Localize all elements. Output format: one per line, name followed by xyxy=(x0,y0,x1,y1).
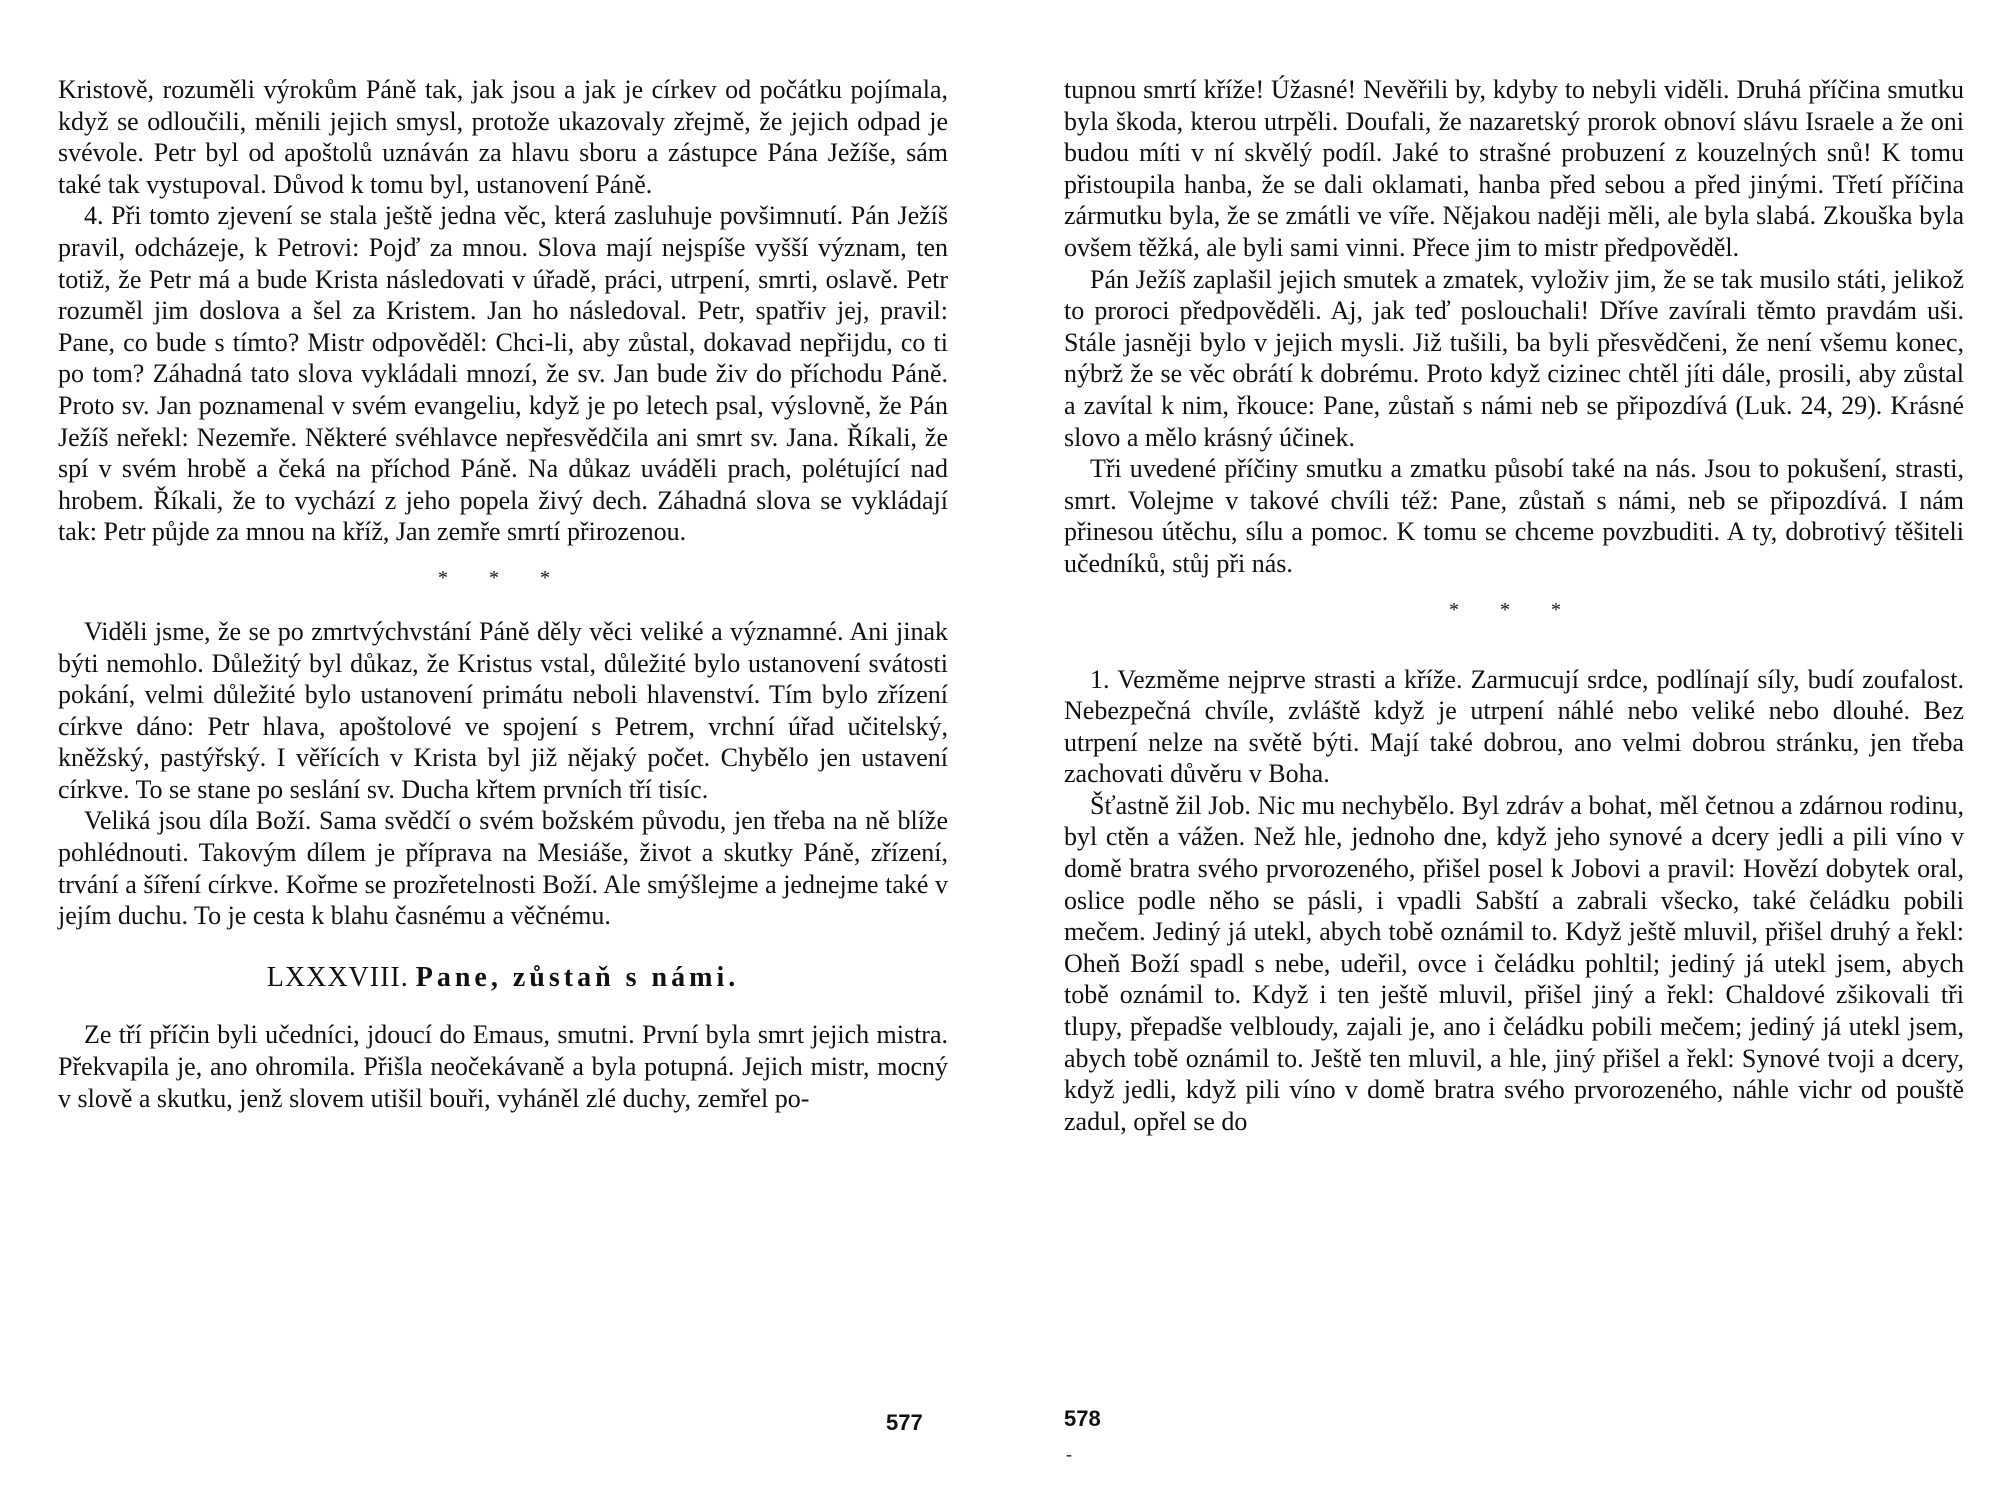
left-paragraph-3: Viděli jsme, že se po zmrtvýchvstání Páně děly věci veliké a významné. Ani jinak býti nemohlo. Důležitý byl důkaz, že Kristus vstal, důležité bylo ustanovení svátosti pokání, velmi důležité bylo ustanovení primátu neboli hlavenství. Tím bylo zřízení církve dáno: Petr hlava, apoštolové ve spojení s Petrem, vrchní úřad učitelský, kněžský, pastýřský. I věřících v Krista byl již nějaký počet. Chybělo jen ustavení církve. To se stane po seslání sv. Ducha křtem prvních tří tisíc. xyxy=(58,616,948,804)
left-paragraph-5: Ze tří příčin byli učedníci, jdoucí do Emaus, smutni. První byla smrt jejich mistra. Překvapila je, ano ohromila. Přišla neočekávaně a byla potupná. Jejich mistr, mocný v slově a skutku, jenž slovem utišil bouři, vyháněl zlé duchy, zemřel po- xyxy=(58,1020,948,1113)
chapter-title xyxy=(58,962,948,994)
right-paragraph-5: Šťastně žil Job. Nic mu nechybělo. Byl zdráv a bohat, měl četnou a zdárnou rodinu, byl ctěn a vážen. Než hle, jednoho dne, když jeho synové a dcery jedli a pili víno v domě bratra svého prvorozeného, přišel posel k Jobovi a pravil: Hovězí dobytek oral, oslice podle něho se pásli, i vpadli Sabští a zabrali všecko, také čeládku pobili mečem. Jediný já utekl, abych tobě oznámil to. Když ještě mluvil, přišel druhý a řekl: Oheň Boží spadl s nebe, udeřil, ovce i čeládku pohltil; jediný já utekl jsem, abych tobě oznámil to. Když i ten ještě mluvil, přišel jiný a řekl: Chaldové zšikovali tři tlupy, přepadše velbloudy, zajali je, ano i čeládku pobili mečem; jediný já utekl jsem, abych tobě oznámil to. Ještě ten mluvil, a hle, jiný přišel a řekl: Synové tvoji a dcery, když jedli, když pili víno v domě bratra svého prvorozeného, náhle vichr od pouště zadul, opřel se do xyxy=(1064,790,1964,1136)
right-paragraph-2: Pán Ježíš zaplašil jejich smutek a zmatek, vyloživ jim, že se tak musilo státi, jelikož to proroci předpověděli. Aj, jak teď poslouchali! Dříve zavírali těmto pravdám uši. Stále jasněji bylo v jejich mysli. Již tušili, ba byli přesvědčeni, že není všemu konec, nýbrž že se věc obrátí k dobrému. Proto když cizinec chtěl jíti dále, prosili, aby zůstal a zavítal k nim, řkouce: Pane, zůstaň s námi neb se připozdívá (Luk. 24, 29). Krásné slovo a mělo krásný účinek. xyxy=(1064,264,1964,452)
right-paragraph-1: tupnou smrtí kříže! Úžasné! Nevěřili by, kdyby to nebyli viděli. Druhá příčina smutku byla škoda, kterou utrpěli. Doufali, že nazaretský prorok obnoví slávu Israele a že oni budou míti v ní skvělý podíl. Jaké to strašné probuzení z kouzelných snů! K tomu přistoupila hanba, že se dali oklamati, hanba před sebou a před jinými. Třetí příčina zármutku byla, že se zmátli ve víře. Nějakou naději měli, ale byla slabá. Zkouška byla ovšem těžká, ale byli sami vinni. Přece jim to mistr předpověděl. xyxy=(1064,75,1964,262)
left-paragraph-2: 4. Při tomto zjevení se stala ještě jedna věc, která zasluhuje povšimnutí. Pán Ježíš pravil, odcházeje, k Petrovi: Pojď za mnou. Slova mají nejspíše vyšší význam, ten totiž, že Petr má a bude Krista následovati v úřadě, práci, utrpení, smrti, oslavě. Petr rozuměl jim doslova a šel za Kristem. Jan ho následoval. Petr, spatřiv jej, pravil: Pane, co bude s tímto? Mistr odpověděl: Chci-li, aby zůstal, dokavad nepřijdu, co ti po tom? Záhadná tato slova vykládali mnozí, že sv. Jan bude živ do příchodu Páně. Proto sv. Jan poznamenal v svém evangeliu, když je po letech psal, výslovně, že Pán Ježíš neřekl: Nezemře. Některé svéhlavce nepřesvědčila ani smrt sv. Jana. Říkali, že spí v svém hrobě a čeká na příchod Páně. Na důkaz uváděli prach, polétující nad hrobem. Říkali, že to vychází z jeho popela živý dech. Záhadná slova se vykládají tak: Petr půjde za mnou na kříž, Jan zemře smrtí přirozenou. xyxy=(58,201,948,547)
right-paragraph-4: 1. Vezměme nejprve strasti a kříže. Zarmucují srdce, podlínají síly, budí zoufalost. Nebezpečná chvíle, zvláště když je utrpení náhlé nebo veliké nebo dlouhé. Bez utrpení nelze na světě býti. Mají také dobrou, ano velmi dobrou stránku, jen třeba zachovati důvěru v Boha. xyxy=(1064,664,1964,789)
footer-mark: - xyxy=(1066,1444,1072,1464)
chapter-number: LXXXVIII. xyxy=(266,961,409,993)
left-separator: * * * xyxy=(438,566,568,589)
right-separator: * * * xyxy=(1449,598,1579,621)
right-page-number: 578 xyxy=(1064,1406,1101,1431)
chapter-name: Pane, zůstaň s námi. xyxy=(415,961,740,993)
right-page xyxy=(1064,74,1964,1137)
right-paragraph-3: Tři uvedené příčiny smutku a zmatku působí také na nás. Jsou to pokušení, strasti, smrt. Volejme v takové chvíli též: Pane, zůstaň s námi, neb se připozdívá. I nám přinesou útěchu, sílu a pomoc. K tomu se chceme povzbuditi. A ty, dobrotivý těšiteli učedníků, stůj při nás. xyxy=(1064,454,1964,578)
left-page-number: 577 xyxy=(886,1410,923,1435)
left-paragraph-4: Veliká jsou díla Boží. Sama svědčí o svém božském původu, jen třeba na ně blíže pohlédnouti. Takovým dílem je příprava na Mesiáše, život a skutky Páně, zřízení, trvání a šíření církve. Kořme se prozřetelnosti Boží. Ale smýšlejme a jednejme také v jejím duchu. To je cesta k blahu časnému a věčnému. xyxy=(58,806,948,931)
left-page xyxy=(58,74,948,1114)
left-paragraph-1: Kristově, rozuměli výrokům Páně tak, jak jsou a jak je církev od počátku pojímala, když se odloučili, měnili jejich smysl, protože ukazovaly zřejmě, že jejich odpad je svévole. Petr byl od apoštolů uznáván za hlavu sboru a zástupce Pána Ježíše, sám také tak vystupoval. Důvod k tomu byl, ustanovení Páně. xyxy=(58,75,948,199)
